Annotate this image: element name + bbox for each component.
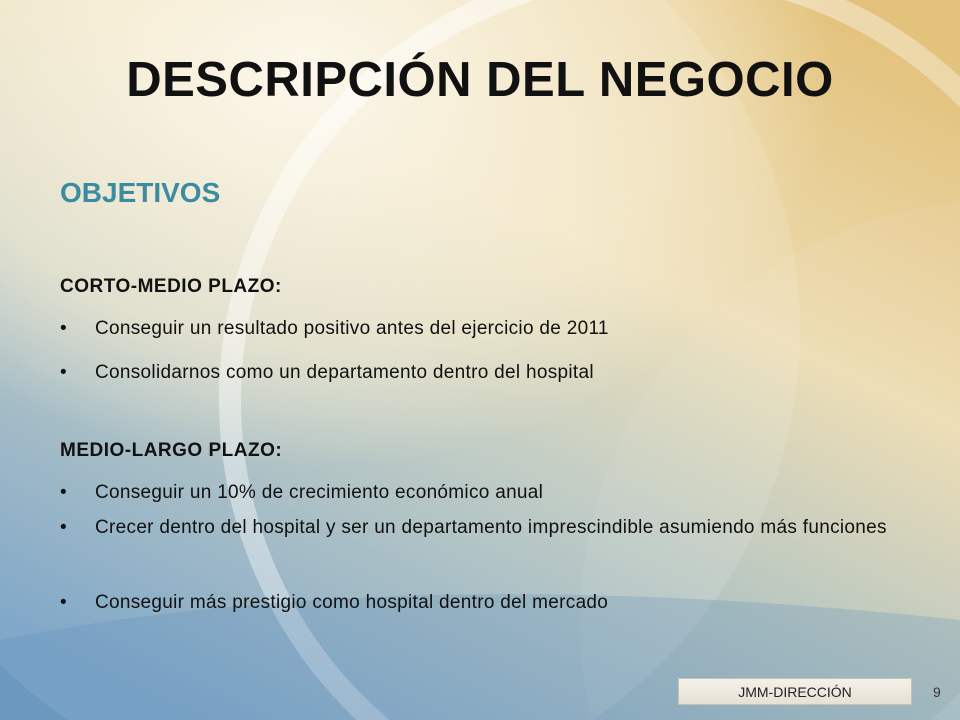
list-item-text: Crecer dentro del hospital y ser un departamento imprescindible asumiendo más funciones <box>95 517 887 538</box>
list-item <box>60 475 910 510</box>
list-item-text: Conseguir un 10% de crecimiento económico anual <box>95 482 544 503</box>
bullet-icon: • <box>60 362 67 383</box>
bullet-icon: • <box>60 482 67 503</box>
page-number: 9 <box>933 684 941 700</box>
list-item-text: Consolidarnos como un departamento dentro del hospital <box>95 362 594 383</box>
list-item-text: Conseguir un resultado positivo antes del ejercicio de 2011 <box>95 318 609 339</box>
section-heading-short-term: CORTO-MEDIO PLAZO: <box>60 276 282 297</box>
list-item <box>60 355 910 390</box>
list-item <box>60 510 910 545</box>
list-item-text: Conseguir más prestigio como hospital dentro del mercado <box>95 592 609 613</box>
page-title: DESCRIPCIÓN DEL NEGOCIO <box>126 53 834 107</box>
section-heading-long-term: MEDIO-LARGO PLAZO: <box>60 440 283 461</box>
footer-label: JMM-DIRECCIÓN <box>678 678 912 705</box>
subtitle-objetivos: OBJETIVOS <box>60 177 221 208</box>
list-item <box>60 585 910 620</box>
list-item <box>60 311 910 346</box>
bullet-icon: • <box>60 517 67 538</box>
bullet-icon: • <box>60 318 67 339</box>
bullet-icon: • <box>60 592 67 613</box>
